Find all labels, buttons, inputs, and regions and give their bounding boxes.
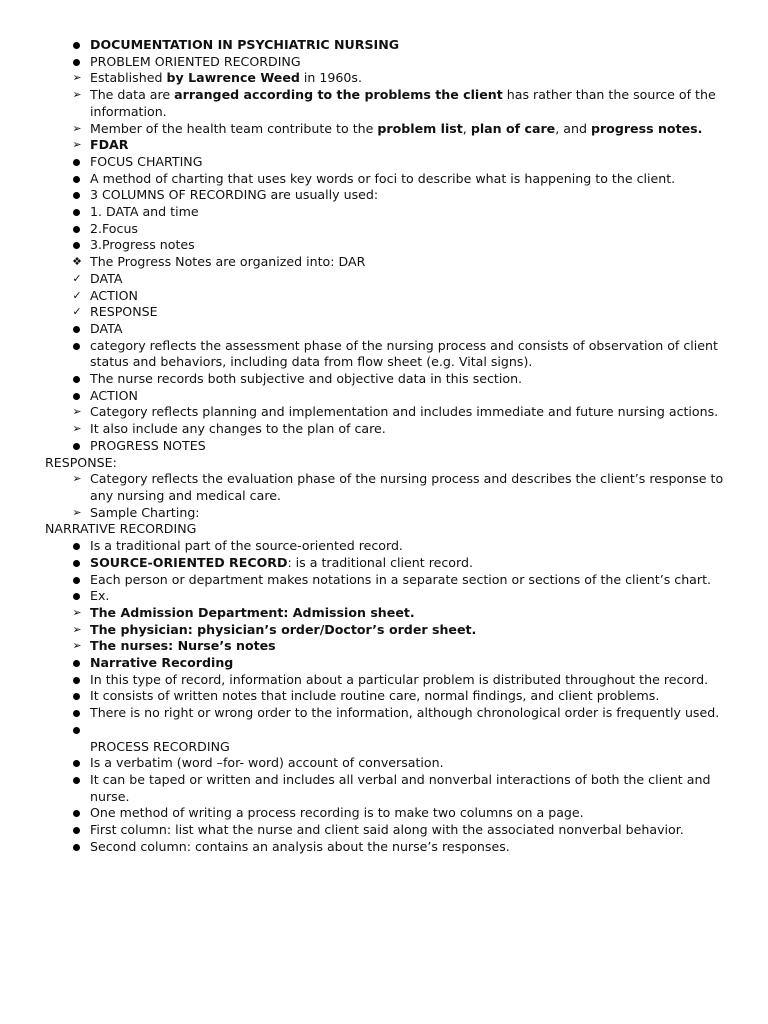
document-page xyxy=(0,37,768,855)
document-line xyxy=(0,822,768,839)
text-run: DATA xyxy=(90,320,123,336)
bold-text: problem list xyxy=(377,120,463,136)
checkmark-bullet-icon: ✓ xyxy=(72,305,82,319)
arrow-bullet-icon: ➢ xyxy=(72,422,82,436)
document-line xyxy=(0,221,768,238)
text-run: ACTION xyxy=(90,387,138,403)
document-line xyxy=(0,622,768,639)
text-run: Category reflects planning and implementation and includes immediate and future nursing actions. xyxy=(90,404,719,420)
text-run: Ex. xyxy=(90,588,110,604)
text-run: RESPONSE xyxy=(90,304,158,320)
document-line xyxy=(0,271,768,288)
line-text xyxy=(45,521,724,538)
line-text xyxy=(90,404,724,421)
bold-text: arranged according to the problems the client xyxy=(174,87,503,103)
document-line xyxy=(0,204,768,221)
document-line xyxy=(0,338,768,371)
document-line xyxy=(0,288,768,305)
text-run: In this type of record, information about a particular problem is distributed throughout the record. xyxy=(90,671,709,687)
line-text xyxy=(90,187,724,204)
document-line xyxy=(0,37,768,54)
bold-text: The Admission Department: Admission sheet. xyxy=(90,604,415,620)
text-run: PROGRESS NOTES xyxy=(90,437,206,453)
document-line xyxy=(0,471,768,504)
line-text xyxy=(90,805,724,822)
text-run: RESPONSE: xyxy=(45,454,117,470)
text-run: Sample Charting: xyxy=(90,504,200,520)
text-run: The nurse records both subjective and objective data in this section. xyxy=(90,371,523,387)
line-text xyxy=(90,321,724,338)
document-line xyxy=(0,237,768,254)
checkmark-bullet-icon: ✓ xyxy=(72,271,82,285)
line-text xyxy=(90,271,724,288)
line-text xyxy=(90,839,724,856)
document-line xyxy=(0,638,768,655)
line-text xyxy=(90,288,724,305)
line-text xyxy=(45,455,724,472)
document-line xyxy=(0,588,768,605)
bold-text: by Lawrence Weed xyxy=(166,70,300,86)
line-text xyxy=(90,672,724,689)
line-text xyxy=(90,471,724,504)
text-run: NARRATIVE RECORDING xyxy=(45,521,197,537)
document-line xyxy=(0,739,768,756)
line-text xyxy=(90,37,724,54)
document-line xyxy=(0,121,768,138)
line-text xyxy=(90,755,724,772)
bold-text: DOCUMENTATION IN PSYCHIATRIC NURSING xyxy=(90,37,400,52)
text-run: One method of writing a process recording is to make two columns on a page. xyxy=(90,805,584,821)
document-line xyxy=(0,755,768,772)
document-line xyxy=(0,655,768,672)
document-line xyxy=(0,171,768,188)
arrow-bullet-icon: ➢ xyxy=(72,605,82,619)
line-text xyxy=(90,421,724,438)
line-text xyxy=(90,121,724,138)
document-line xyxy=(0,254,768,271)
document-line xyxy=(0,521,768,538)
bold-text: The nurses: Nurse’s notes xyxy=(90,638,276,654)
arrow-bullet-icon: ➢ xyxy=(72,71,82,85)
text-run: ACTION xyxy=(90,287,138,303)
text-run: has rather than the source of the information. xyxy=(90,87,716,119)
text-run: in 1960s. xyxy=(299,70,362,86)
bold-text: The physician: physician’s order/Doctor’s order sheet. xyxy=(90,621,477,637)
text-run: There is no right or wrong order to the information, although chronological order is frequently used. xyxy=(90,705,720,721)
arrow-bullet-icon: ➢ xyxy=(72,121,82,135)
arrow-bullet-icon: ➢ xyxy=(72,622,82,636)
arrow-bullet-icon: ➢ xyxy=(72,88,82,102)
line-text xyxy=(90,304,724,321)
line-text xyxy=(90,371,724,388)
text-run: The Progress Notes are organized into: DAR xyxy=(90,254,366,270)
arrow-bullet-icon: ➢ xyxy=(72,472,82,486)
line-text xyxy=(90,505,724,522)
document-line xyxy=(0,70,768,87)
bold-text: plan of care xyxy=(470,120,556,136)
document-line xyxy=(0,455,768,472)
text-run: , and xyxy=(555,120,591,136)
line-text xyxy=(90,622,724,639)
line-text xyxy=(90,739,724,756)
line-text xyxy=(90,204,724,221)
line-text xyxy=(90,388,724,405)
line-text xyxy=(90,772,724,805)
text-run: It can be taped or written and includes all verbal and nonverbal interactions of both the client and nurse. xyxy=(90,771,711,804)
document-line xyxy=(0,187,768,204)
document-line xyxy=(0,722,768,739)
document-line xyxy=(0,672,768,689)
document-line xyxy=(0,805,768,822)
arrow-bullet-icon: ➢ xyxy=(72,639,82,653)
document-line xyxy=(0,154,768,171)
bold-text: Narrative Recording xyxy=(90,655,234,671)
line-text xyxy=(90,572,724,589)
line-text xyxy=(90,438,724,455)
line-text xyxy=(90,87,724,120)
line-text xyxy=(90,237,724,254)
document-line xyxy=(0,388,768,405)
text-run: It also include any changes to the plan of care. xyxy=(90,421,386,437)
text-run: It consists of written notes that include routine care, normal findings, and client problems. xyxy=(90,688,660,704)
document-line xyxy=(0,321,768,338)
document-line xyxy=(0,538,768,555)
line-text xyxy=(90,254,724,271)
document-line xyxy=(0,137,768,154)
text-run: A method of charting that uses key words or foci to describe what is happening to the client. xyxy=(90,170,676,186)
document-line xyxy=(0,304,768,321)
line-text xyxy=(90,70,724,87)
arrow-bullet-icon: ➢ xyxy=(72,405,82,419)
text-run: 1. DATA and time xyxy=(90,204,199,220)
document-line xyxy=(0,605,768,622)
text-run: 3.Progress notes xyxy=(90,237,195,253)
text-run: Member of the health team contribute to the xyxy=(90,120,378,136)
line-text xyxy=(90,605,724,622)
text-run: Each person or department makes notations in a separate section or sections of the client’s chart. xyxy=(90,571,712,587)
diamond-bullet-icon: ❖ xyxy=(72,255,82,269)
text-run: 2.Focus xyxy=(90,220,138,236)
arrow-bullet-icon: ➢ xyxy=(72,505,82,519)
document-line xyxy=(0,421,768,438)
line-text xyxy=(90,588,724,605)
document-line xyxy=(0,705,768,722)
text-run: First column: list what the nurse and client said along with the associated nonverbal behavior. xyxy=(90,822,684,838)
document-line xyxy=(0,505,768,522)
document-line xyxy=(0,404,768,421)
document-line xyxy=(0,688,768,705)
text-run: DATA xyxy=(90,270,123,286)
document-line xyxy=(0,371,768,388)
line-text xyxy=(90,538,724,555)
document-line xyxy=(0,572,768,589)
text-run: Category reflects the evaluation phase of the nursing process and describes the client’s response to any nursing and medical care. xyxy=(90,471,724,503)
bold-text: FDAR xyxy=(90,137,129,153)
text-run: Is a traditional part of the source-oriented record. xyxy=(90,538,403,554)
line-text xyxy=(90,655,724,672)
line-text xyxy=(90,338,724,371)
text-run: The data are xyxy=(90,87,175,103)
text-run: 3 COLUMNS OF RECORDING are usually used: xyxy=(90,187,379,203)
line-text xyxy=(90,688,724,705)
document-line xyxy=(0,87,768,120)
text-run: : is a traditional client record. xyxy=(287,554,473,570)
bold-text: progress notes. xyxy=(590,120,703,136)
document-line xyxy=(0,438,768,455)
line-text xyxy=(90,154,724,171)
line-text xyxy=(90,54,724,71)
line-text xyxy=(90,221,724,238)
line-text xyxy=(90,137,724,154)
line-text xyxy=(90,555,724,572)
arrow-bullet-icon: ➢ xyxy=(72,138,82,152)
text-run: PROCESS RECORDING xyxy=(90,738,230,754)
document-line xyxy=(0,555,768,572)
document-line xyxy=(0,772,768,805)
line-text xyxy=(90,171,724,188)
text-run: category reflects the assessment phase of the nursing process and consists of observation of client status and behaviors, including data from flow sheet (e.g. Vital signs). xyxy=(90,337,718,370)
document-line xyxy=(0,839,768,856)
text-run: FOCUS CHARTING xyxy=(90,153,203,169)
document-line xyxy=(0,54,768,71)
line-text xyxy=(90,705,724,722)
bold-text: SOURCE-ORIENTED RECORD xyxy=(90,554,288,570)
checkmark-bullet-icon: ✓ xyxy=(72,288,82,302)
text-run: , xyxy=(462,120,471,136)
text-run: Established xyxy=(90,70,167,86)
text-run: PROBLEM ORIENTED RECORDING xyxy=(90,53,301,69)
line-text xyxy=(90,822,724,839)
line-text xyxy=(90,638,724,655)
text-run: Is a verbatim (word –for- word) account of conversation. xyxy=(90,755,444,771)
text-run: Second column: contains an analysis about the nurse’s responses. xyxy=(90,838,510,854)
